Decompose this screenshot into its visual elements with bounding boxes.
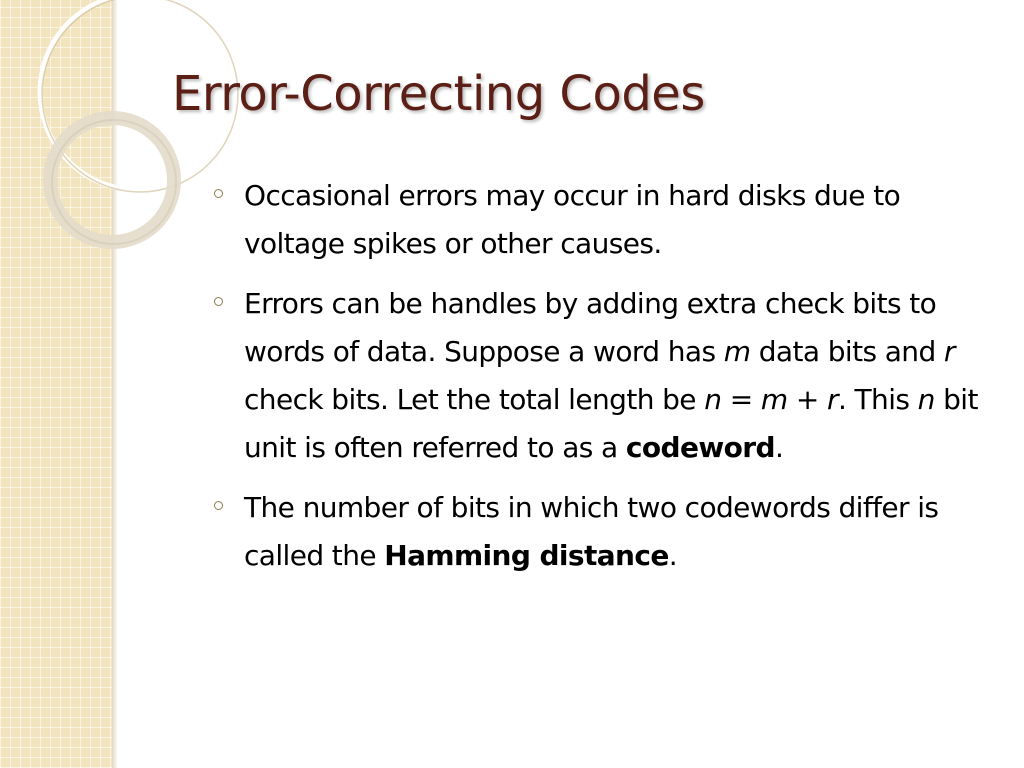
- bullet-text: The number of bits in which two codewords differ is called the: [244, 491, 939, 572]
- decorative-ring-small-shade: [52, 120, 176, 244]
- decorative-rings: [0, 0, 240, 260]
- bullet-item: [212, 172, 982, 268]
- term-hamming-distance: Hamming distance: [384, 539, 669, 572]
- bullet-item: [212, 280, 982, 472]
- variable-n: n: [917, 383, 935, 416]
- bullet-text: data bits and: [750, 335, 944, 368]
- bullet-text: . This: [837, 383, 918, 416]
- bullet-text: =: [721, 383, 761, 416]
- variable-n: n: [704, 383, 722, 416]
- bullet-item: [212, 484, 982, 580]
- bullet-text: check bits. Let the total length be: [244, 383, 705, 416]
- bullet-text: Occasional errors may occur in hard disks due to voltage spikes or other causes.: [244, 179, 901, 260]
- bullet-list: [212, 172, 982, 592]
- bullet-text: .: [668, 539, 678, 572]
- bullet-circle-icon: [214, 501, 223, 510]
- variable-r: r: [943, 335, 955, 368]
- slide-title: Error-Correcting Codes: [172, 66, 705, 122]
- variable-m: m: [760, 383, 788, 416]
- bullet-text: Errors can be handles by adding extra check bits to words of data. Suppose a word has: [244, 287, 937, 368]
- bullet-text: bit unit is often referred to as a: [244, 383, 978, 464]
- bullet-text: .: [774, 431, 784, 464]
- term-codeword: codeword: [625, 431, 775, 464]
- bullet-circle-icon: [214, 189, 223, 198]
- bullet-text: +: [787, 383, 828, 416]
- variable-m: m: [723, 335, 751, 368]
- bullet-circle-icon: [214, 297, 223, 306]
- variable-r: r: [827, 383, 838, 416]
